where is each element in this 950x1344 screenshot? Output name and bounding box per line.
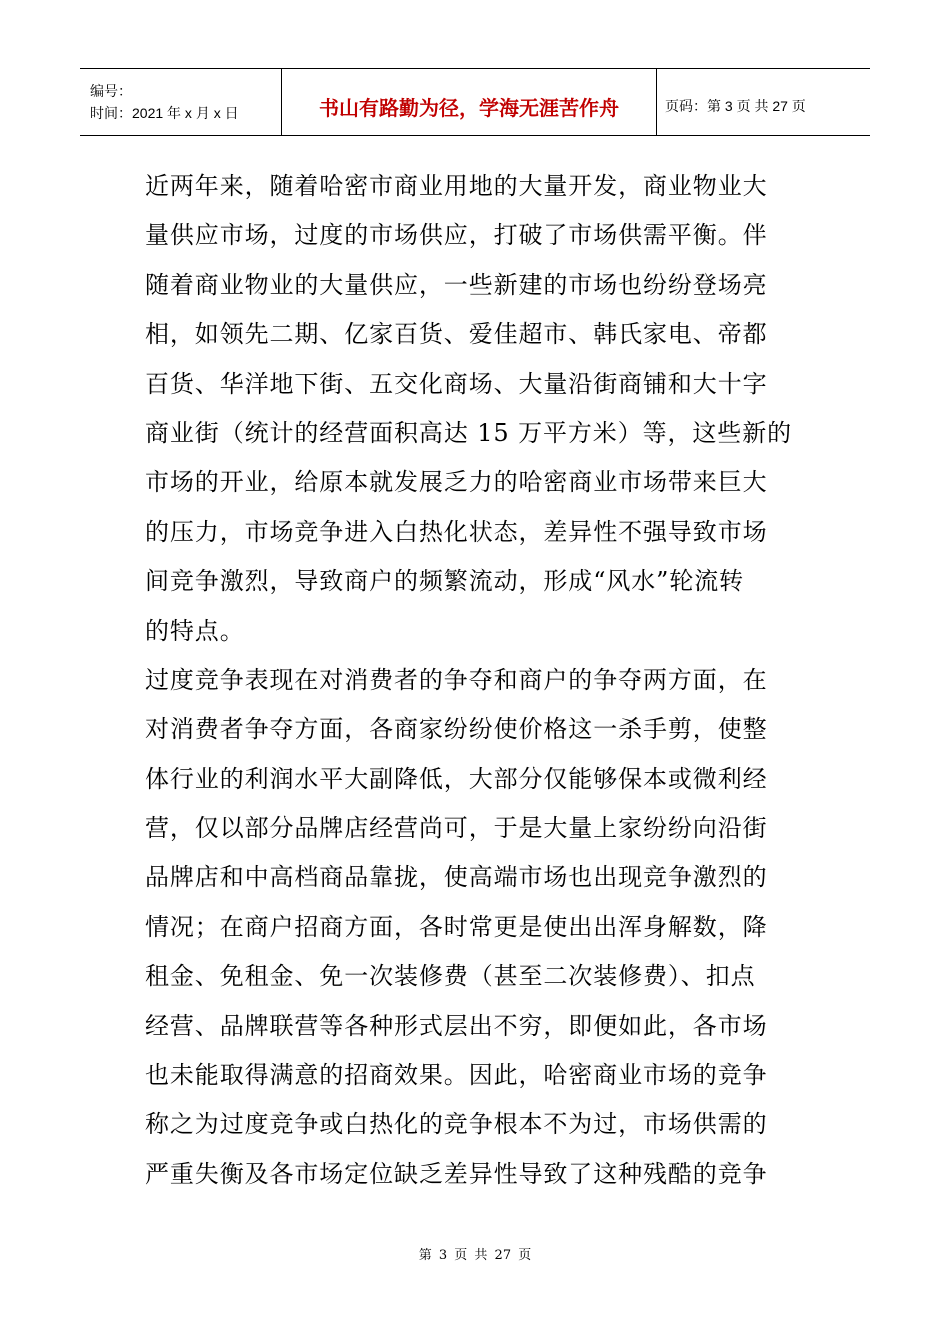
body-line: 体行业的利润水平大副降低，大部分仅能够保本或微利经: [145, 764, 768, 793]
page-footer: [0, 1244, 950, 1263]
body-line: 的特点。: [145, 616, 245, 645]
body-line: 营，仅以部分品牌店经营尚可，于是大量上家纷纷向沿街: [145, 814, 768, 843]
body-line: 也未能取得满意的招商效果。因此，哈密商业市场的竞争: [145, 1061, 768, 1090]
body-line: 相，如领先二期、亿家百货、爱佳超市、韩氏家电、帝都: [145, 320, 768, 349]
body-line: 随着商业物业的大量供应，一些新建的市场也纷纷登场亮: [145, 270, 768, 299]
footer-page-number: 第 3 页 共 27 页: [418, 1248, 532, 1263]
header-meta: [80, 69, 281, 135]
body-line: 量供应市场，过度的市场供应，打破了市场供需平衡。伴: [145, 221, 768, 250]
body-line: 过度竞争表现在对消费者的争夺和商户的争夺两方面，在: [145, 665, 768, 694]
header-page-info-cell: [657, 69, 870, 135]
body-line: 称之为过度竞争或白热化的竞争根本不为过，市场供需的: [145, 1110, 768, 1139]
body-line: 的压力，市场竞争进入白热化状态，差异性不强导致市场: [145, 517, 768, 546]
document-body: [145, 162, 793, 1199]
body-line: 严重失衡及各市场定位缺乏差异性导致了这种残酷的竞争: [145, 1159, 768, 1188]
body-line: 情况；在商户招商方面，各时常更是使出出浑身解数，降: [145, 912, 768, 941]
body-line: 品牌店和中高档商品靠拢，使高端市场也出现竞争激烈的: [145, 863, 768, 892]
header-motto: 书山有路勤为径，学海无涯苦作舟: [319, 95, 619, 120]
body-line: 租金、免租金、免一次装修费（甚至二次装修费）、扣点: [145, 962, 756, 991]
header-motto-cell: [281, 69, 657, 135]
body-line: 商业街（统计的经营面积高达 15 万平方米）等，这些新的: [145, 418, 792, 447]
body-line: 百货、华洋地下街、五交化商场、大量沿街商铺和大十字: [145, 369, 768, 398]
body-line: 对消费者争夺方面，各商家纷纷使价格这一杀手剪，使整: [145, 715, 768, 744]
page-header: [80, 68, 870, 136]
document-number-label: 编号：: [90, 83, 132, 99]
body-line: 经营、品牌联营等各种形式层出不穷，即便如此，各市场: [145, 1011, 768, 1040]
header-page-info: 页码：第 3 页 共 27 页: [665, 98, 806, 114]
body-line: 市场的开业，给原本就发展乏力的哈密商业市场带来巨大: [145, 468, 768, 497]
body-line: 间竞争激烈，导致商户的频繁流动，形成“风水”轮流转: [145, 567, 745, 596]
body-line: 近两年来，随着哈密市商业用地的大量开发，商业物业大: [145, 172, 768, 200]
document-time-label: 时间：2021 年 x 月 x 日: [90, 105, 239, 121]
